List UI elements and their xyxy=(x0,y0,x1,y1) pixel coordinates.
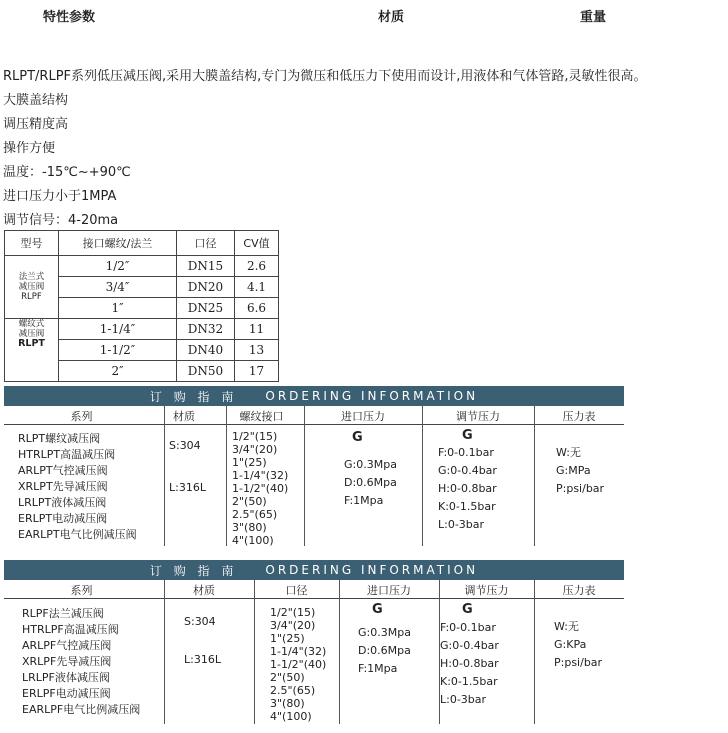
text-cell: RLPF法兰减压阀 xyxy=(22,607,104,620)
text-cell: 订 购 指 南 xyxy=(149,563,238,578)
text-cell: 2.5"(65) xyxy=(270,684,316,697)
text-cell: ORDERING INFORMATION xyxy=(265,389,479,403)
text-cell xyxy=(164,580,165,724)
text-cell: K:0-1.5bar xyxy=(438,500,496,513)
feature-item: 大膜盖结构 xyxy=(3,93,69,108)
header-weight: 重量 xyxy=(580,10,607,25)
product-description: RLPT/RLPF系列低压减压阀,采用大膜盖结构,专门为微压和低压力下使用而设计,用液体和气体管路,灵敏性很高。 xyxy=(3,69,647,84)
text-cell: W:无 xyxy=(554,620,579,633)
text-cell: 13 xyxy=(235,340,279,361)
text-cell: 调节压力 xyxy=(456,410,500,423)
text-cell: 1-1/4″ xyxy=(59,319,177,340)
adjust-code: G xyxy=(462,428,473,443)
text-cell: 3/4″ xyxy=(59,277,177,298)
text-cell: 螺纹接口 xyxy=(239,410,284,423)
text-cell: HTRLPF高温减压阀 xyxy=(22,623,119,636)
col-model: 型号 xyxy=(5,231,59,256)
inlet-code: G xyxy=(372,602,383,617)
text-cell: 螺纹式 xyxy=(18,319,45,329)
text-cell: 进口压力 xyxy=(367,584,411,597)
header-specs: 特性参数 xyxy=(43,10,96,25)
text-cell: LRLPF液体减压阀 xyxy=(22,671,110,684)
adjust-code: G xyxy=(462,602,473,617)
text-cell: 1"(25) xyxy=(232,456,267,469)
inlet-code: G xyxy=(352,430,363,445)
group-thread xyxy=(5,319,59,382)
text-cell: 系列 xyxy=(70,584,93,597)
text-cell: 3/4"(20) xyxy=(232,443,278,456)
text-cell: XRLPT先导减压阀 xyxy=(18,480,108,493)
series-list xyxy=(18,431,137,543)
text-cell: 17 xyxy=(235,361,279,382)
text-cell: 调节压力 xyxy=(464,584,509,597)
text-cell: DN32 xyxy=(177,319,235,340)
spec-table xyxy=(4,230,279,382)
feature-item: 温度：-15℃~+90℃ xyxy=(3,165,131,180)
text-cell: 1″ xyxy=(59,298,177,319)
text-cell: G:MPa xyxy=(556,464,591,477)
col-connection: 接口螺纹/法兰 xyxy=(59,231,177,256)
text-cell: L:0-3bar xyxy=(440,693,487,706)
header-material: 材质 xyxy=(378,10,405,25)
text-cell: 1-1/2″ xyxy=(59,340,177,361)
text-cell: ERLPF电动减压阀 xyxy=(22,687,111,700)
text-cell: 2"(50) xyxy=(232,495,267,508)
text-cell: 3/4"(20) xyxy=(270,619,316,632)
text-cell: K:0-1.5bar xyxy=(440,675,498,688)
text-cell: 系列 xyxy=(70,410,93,423)
series-list xyxy=(22,606,140,718)
table-row xyxy=(5,256,279,277)
text-cell: 1-1/2"(40) xyxy=(232,482,289,495)
text-cell xyxy=(422,406,423,546)
text-cell: 1"(25) xyxy=(270,632,305,645)
text-cell: 4.1 xyxy=(235,277,279,298)
text-cell: 11 xyxy=(235,319,279,340)
text-cell: 2"(50) xyxy=(270,671,305,684)
text-cell xyxy=(534,580,535,724)
text-cell: 3"(80) xyxy=(270,697,305,710)
text-cell: G:0-0.4bar xyxy=(440,639,499,652)
material-l: L:316L xyxy=(169,481,206,494)
text-cell: 2.5"(65) xyxy=(232,508,278,521)
text-cell: 1-1/4"(32) xyxy=(232,469,289,482)
text-cell: 材质 xyxy=(173,410,195,423)
text-cell: G:0-0.4bar xyxy=(438,464,497,477)
table-row xyxy=(5,319,279,340)
text-cell xyxy=(304,406,305,546)
group-flange xyxy=(5,256,59,319)
text-cell xyxy=(534,406,535,546)
feature-item: 操作方便 xyxy=(3,141,56,156)
ordering-headers xyxy=(4,580,624,599)
gauge-list xyxy=(554,618,602,672)
inlet-list xyxy=(344,456,397,510)
text-cell xyxy=(226,406,227,546)
text-cell: W:无 xyxy=(556,446,581,459)
text-cell: XRLPF先导减压阀 xyxy=(22,655,112,668)
text-cell: H:0-0.8bar xyxy=(440,657,499,670)
text-cell: D:0.6Mpa xyxy=(344,476,397,489)
text-cell: G:0.3Mpa xyxy=(344,458,397,471)
text-cell: EARLPT电气比例减压阀 xyxy=(18,528,137,541)
text-cell: 6.6 xyxy=(235,298,279,319)
text-cell: 压力表 xyxy=(562,584,596,597)
text-cell: F:1Mpa xyxy=(358,662,398,675)
text-cell: G:0.3Mpa xyxy=(358,626,411,639)
text-cell xyxy=(164,406,165,546)
ordering-headers xyxy=(4,406,624,425)
text-cell: G:KPa xyxy=(554,638,587,651)
text-cell: H:0-0.8bar xyxy=(438,482,497,495)
text-cell: 1/2"(15) xyxy=(232,430,278,443)
text-cell: F:1Mpa xyxy=(344,494,384,507)
text-cell: ERLPT电动减压阀 xyxy=(18,512,108,525)
text-cell: 3"(80) xyxy=(232,521,267,534)
adjust-list xyxy=(440,619,499,709)
text-cell: 1-1/4"(32) xyxy=(270,645,327,658)
text-cell: 压力表 xyxy=(562,410,596,423)
col-diameter: 口径 xyxy=(177,231,235,256)
material-s: S:304 xyxy=(169,439,201,452)
text-cell: ORDERING INFORMATION xyxy=(265,563,479,577)
ordering-title-bar xyxy=(4,386,624,406)
text-cell: RLPT螺纹减压阀 xyxy=(18,432,101,445)
text-cell: LRLPT液体减压阀 xyxy=(18,496,107,509)
text-cell: 口径 xyxy=(285,584,308,597)
text-cell: HTRLPT高温减压阀 xyxy=(18,448,116,461)
text-cell: P:psi/bar xyxy=(556,482,605,495)
inlet-list xyxy=(358,624,411,678)
text-cell: 进口压力 xyxy=(341,410,385,423)
adjust-list xyxy=(438,444,497,534)
text-cell xyxy=(5,231,279,256)
text-cell: L:0-3bar xyxy=(438,518,485,531)
ordering-panel-flange xyxy=(4,560,624,728)
text-cell: DN25 xyxy=(177,298,235,319)
text-cell: DN50 xyxy=(177,361,235,382)
text-cell: DN15 xyxy=(177,256,235,277)
text-cell xyxy=(5,231,279,382)
text-cell: 2″ xyxy=(59,361,177,382)
text-cell: RLPF xyxy=(21,292,42,302)
material-l: L:316L xyxy=(184,653,221,666)
text-cell: 减压阀 xyxy=(18,329,45,339)
text-cell: ARLPT气控减压阀 xyxy=(18,464,108,477)
ordering-title-bar xyxy=(4,560,624,580)
text-cell: 1-1/2"(40) xyxy=(270,658,327,671)
ordering-panel-thread xyxy=(4,386,624,546)
text-cell xyxy=(5,339,58,349)
material-s: S:304 xyxy=(184,615,216,628)
connection-list xyxy=(270,606,326,723)
text-cell: P:psi/bar xyxy=(554,656,603,669)
col-cv: CV值 xyxy=(235,231,279,256)
text-cell: DN20 xyxy=(177,277,235,298)
text-cell: 4"(100) xyxy=(270,710,312,723)
feature-item: 进口压力小于1MPA xyxy=(3,189,117,204)
text-cell: 2.6 xyxy=(235,256,279,277)
text-cell: D:0.6Mpa xyxy=(358,644,411,657)
text-cell: 1/2"(15) xyxy=(270,606,316,619)
text-cell xyxy=(339,580,340,724)
text-cell: ARLPF气控减压阀 xyxy=(22,639,112,652)
text-cell: 法兰式 xyxy=(18,272,45,282)
text-cell: DN40 xyxy=(177,340,235,361)
text-cell: RLPT xyxy=(18,338,45,349)
text-cell: F:0-0.1bar xyxy=(438,446,494,459)
text-cell: 材质 xyxy=(193,584,215,597)
text-cell: 4"(100) xyxy=(232,534,274,547)
text-cell: F:0-0.1bar xyxy=(440,621,496,634)
text-cell: 减压阀 xyxy=(18,282,45,292)
feature-item: 调节信号：4-20ma xyxy=(3,213,119,228)
feature-item: 调压精度高 xyxy=(3,117,69,132)
text-cell: 1/2″ xyxy=(59,256,177,277)
connection-list xyxy=(232,430,288,547)
text-cell xyxy=(254,580,255,724)
gauge-list xyxy=(556,444,604,498)
text-cell: EARLPF电气比例减压阀 xyxy=(22,703,141,716)
text-cell: 订 购 指 南 xyxy=(149,389,238,404)
